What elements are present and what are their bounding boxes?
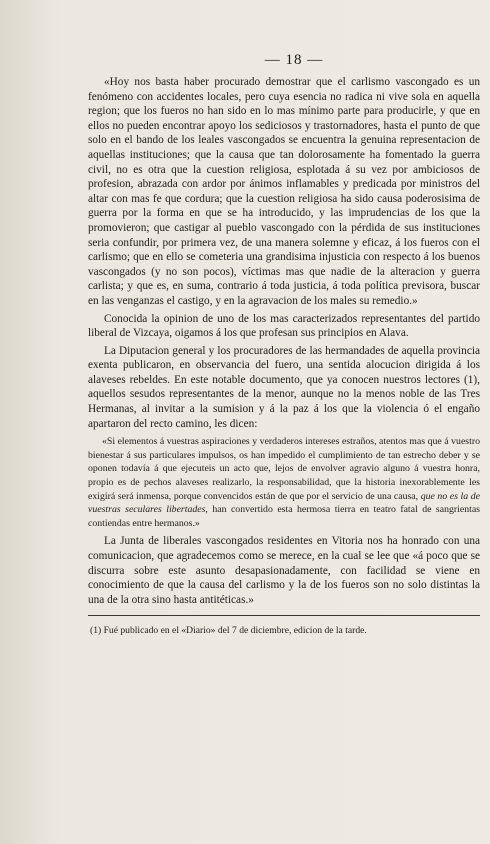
paragraph-vizcaya: Conocida la opinion de uno de los mas caracterizados representantes del partido liberal de Vizcaya, oigamos á los que profesan sus principios en Alava. [88, 312, 480, 340]
page-number: — 18 — [264, 52, 324, 68]
footnote: (1) Fué publicado en el «Diario» del 7 de diciembre, edicion de la tarde. [90, 625, 367, 637]
quote-text-italic: que no es la de vuestras seculares libertades [88, 490, 480, 516]
quote-text-before: «Si elementos á vuestras aspiraciones y verdaderos intereses estraños, atentos mas que á vuestro bienestar á sus particulares impulsos, os han impedido el cumplimiento de tan estrecho deber y se oponen todavía á que ejecuteis un acto que, lejos de envolver agravio alguno á vuestra honra, propio es de pechos alaveses realizarlo, la responsabilidad, que la historia inexorablemente les exigirá será inmensa, porque convencidos están de que por el servicio de una causa, [88, 436, 480, 502]
paragraph-quote-carlismo: «Hoy nos basta haber procurado demostrar que el carlismo vascongado es un fenómeno con accidentes locales, pero cuya esencia no radica ni vive sola en aquella region; que los fueros no han sido en lo mas mínimo parte para producirle, y que en ellos no pueden encontrar apoyo los sediciosos y trastornadores, hasta el punto de que solo en el bando de los leales vascongados se encuentra la genuina representacion de aquellas instituciones; que la causa que tan dolorosamente ha fomentado la guerra civil, no es otra que la cuestion religiosa, esplotada á su vez por ambiciosos de profesion, abrazada con ardor por ánimos inflamables y predicada por ministros del altar con mas fe que cordura; que la cuestion religiosa ha sido causa poderosisima de guerra por la forma en que se ha introducido, y las imprudencias de los que la promovieron; que castigar al pueblo vascongado con la pérdida de sus instituciones seria confundir, por primera vez, de una manera solemne y eficaz, á los fueros con el carlismo; que en ello se cometeria una grandisima injusticia con respecto á los buenos vascongados (y no son pocos), víctimas mas que nadie de la alteracion y guerra carlista; y que es, en suma, contrario á toda justicia, á toda política previsora, buscar en las venganzas el castigo, y en la agravacion de los males su remedio.» [88, 76, 480, 307]
quote-text-after: , han convertido esta hermosa tierra en teatro fatal de sangrientas contiendas entre hermanos.» [88, 504, 480, 529]
footnote-divider [88, 615, 480, 616]
paragraph-diputacion: La Diputacion general y los procuradores de las hermandades de aquella provincia exenta publicaron, en observancia del fuero, una sentida alocucion dirigida á los alaveses rebeldes. En este notable documento, que ya conocen nuestros lectores (1), aquellos sesudos representantes de la menor, aunque no la menos noble de las Tres Hermanas, al invitar a la sumision y á la paz á los que la violencia ó el engaño apartaron del recto camino, les dicen: [88, 344, 480, 430]
quote-text [88, 435, 480, 530]
block-quote-alocucion [88, 435, 480, 530]
paragraph-junta: La Junta de liberales vascongados residentes en Vitoria nos ha honrado con una comunicacion, que agradecemos como se merece, en la cual se lee que «á poco que se discurra sobre este asunto desapasionadamente, con facilidad se viene en conocimiento de que la causa del carlismo y la de los fueros son no solo distintas la una de la otra sino hasta antitéticas.» [88, 535, 480, 606]
